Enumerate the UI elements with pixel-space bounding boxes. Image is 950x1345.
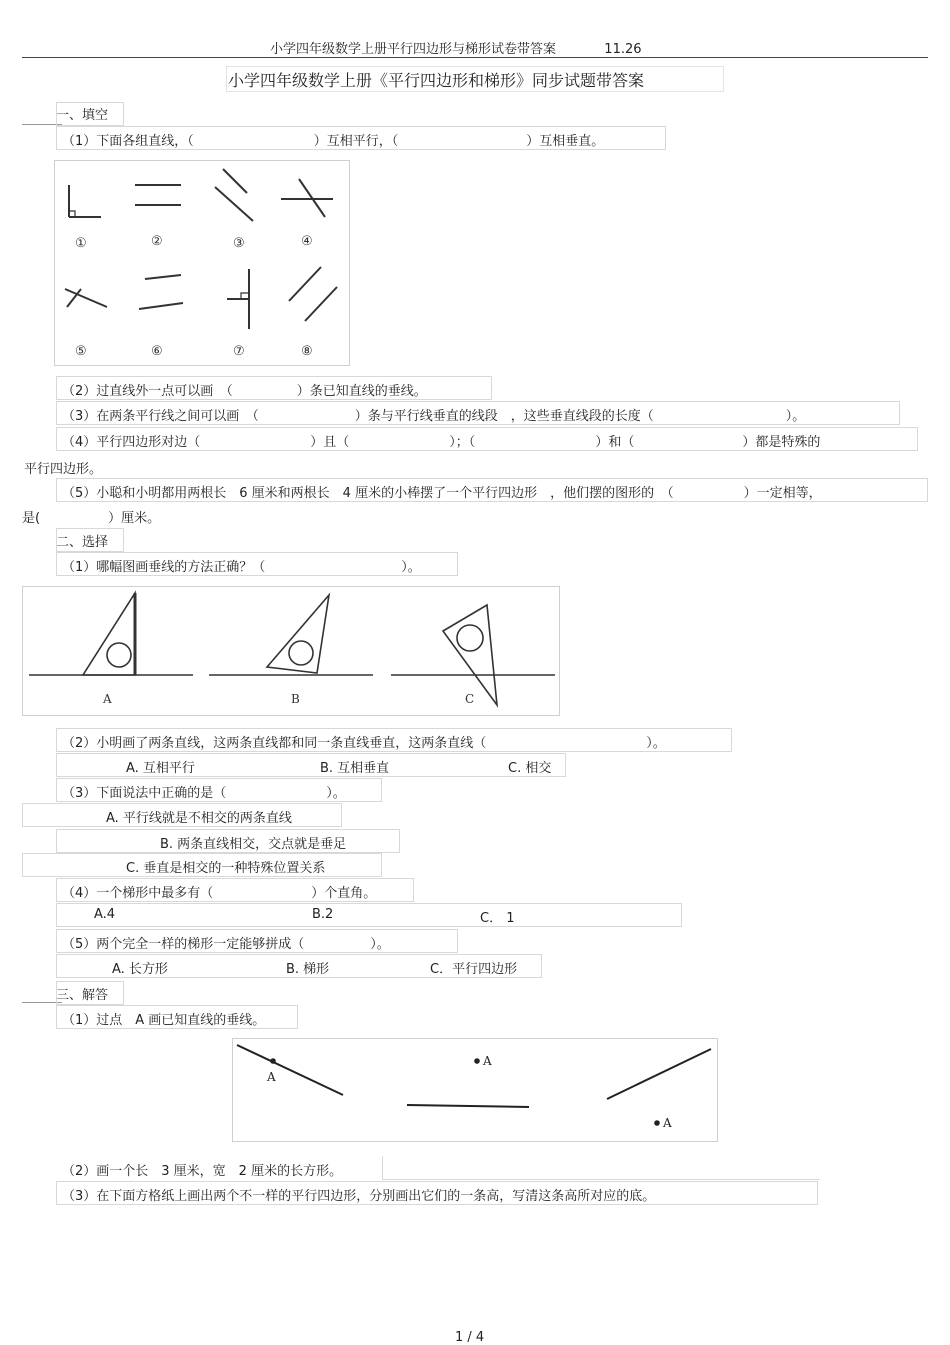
s2-q4-frame	[56, 878, 414, 902]
fig-label-C: C	[465, 692, 475, 706]
s2-q4-option-a: A.4	[94, 907, 116, 922]
running-header	[270, 38, 642, 57]
s2-q2-option-c: C. 相交	[508, 761, 552, 776]
s2-q3-option-c-frame	[22, 853, 382, 877]
fig-label-8: ⑧	[301, 344, 313, 359]
s1-q1-text: （1）下面各组直线，（	[62, 134, 194, 149]
s1-q5-cont	[22, 507, 160, 526]
lines-figure	[54, 160, 350, 366]
fig-label-7: ⑦	[233, 344, 245, 359]
s1-q4-cont: 平行四边形。	[24, 462, 103, 477]
s1-q5-text2: ）一定相等，	[743, 486, 822, 501]
s1-q4-text3: ）；（	[449, 435, 476, 450]
s2-q3-frame	[56, 778, 382, 802]
s2-q4-text2: ）个直角。	[311, 886, 377, 901]
title-frame	[226, 66, 724, 92]
s2-q5-option-b: B. 梯形	[286, 962, 330, 977]
perpendicular-figure	[232, 1038, 718, 1142]
s2-q2-options-frame	[56, 753, 566, 777]
s2-q1-frame	[56, 552, 458, 576]
s1-q3-frame	[56, 401, 900, 425]
set-square-svg	[23, 587, 559, 715]
s2-q4-text: （4）一个梯形中最多有（	[62, 886, 214, 901]
lines-figure-svg	[55, 161, 349, 365]
fig-label-5: ⑤	[75, 344, 87, 359]
s2-q1-text2: ）。	[401, 560, 421, 575]
section1-frame	[56, 102, 124, 126]
s2-q4-option-c: C． 1	[480, 911, 515, 926]
header-rule	[22, 57, 928, 58]
fig-label-6: ⑥	[151, 344, 163, 359]
s1-q1-text2: ）互相平行，（	[313, 134, 399, 149]
s1-q4-text5: ）都是特殊的	[742, 435, 821, 450]
s2-q4-option-b: B.2	[312, 907, 334, 922]
s2-q3-option-b: B. 两条直线相交，交点就是垂足	[160, 837, 347, 852]
s3-q2-frame	[382, 1156, 820, 1180]
s1-q5-text3: 是(	[22, 511, 41, 526]
doc-title: 小学四年级数学上册《平行四边形和梯形》同步试题带答案	[228, 71, 645, 90]
section3-frame	[56, 981, 124, 1005]
header-date: 11.26	[604, 42, 642, 57]
s2-q3-text2: ）。	[326, 786, 346, 801]
s2-q5-text2: ）。	[370, 937, 390, 952]
s1-q3-text: （3）在两条平行线之间可以画 （	[62, 409, 259, 424]
fig-label-3: ③	[233, 236, 245, 251]
s3-q1: （1）过点 A 画已知直线的垂线。	[62, 1013, 266, 1028]
fig-label-A: A	[103, 692, 112, 706]
s3-q3: （3）在下面方格纸上画出两个不一样的平行四边形，分别画出它们的一条高，写清这条高所对应的底。	[62, 1189, 656, 1204]
s3-q3-frame	[56, 1181, 818, 1205]
s3-q2: （2）画一个长 3 厘米，宽 2 厘米的长方形。	[62, 1164, 343, 1179]
s1-q3-text3: ）。	[785, 409, 806, 424]
s1-q4-text: （4）平行四边形对边（	[62, 435, 201, 450]
s2-q5-option-c: C．平行四边形	[430, 962, 518, 977]
s2-q2-text: （2）小明画了两条直线，这两条直线都和同一条直线垂直，这两条直线（	[62, 736, 487, 751]
s1-q1-frame	[56, 126, 666, 150]
s2-q5-text: （5）两个完全一样的梯形一定能够拼成（	[62, 937, 305, 952]
point-label-2: A	[483, 1054, 492, 1068]
s2-q2-option-b: B. 互相垂直	[320, 761, 390, 776]
fig-label-4: ④	[301, 234, 313, 249]
running-title: 小学四年级数学上册平行四边形与梯形试卷带答案	[270, 42, 557, 57]
point-label-1: A	[267, 1070, 276, 1084]
s1-q5-text: （5）小聪和小明都用两根长 6 厘米和两根长 4 厘米的小棒摆了一个平行四边形 ，他们摆的图形的 （	[62, 486, 674, 501]
section3-heading: 三、解答	[56, 988, 109, 1003]
s2-q2-text2: ）。	[646, 736, 666, 751]
s2-q3-option-a-frame	[22, 803, 342, 827]
set-square-figure	[22, 586, 560, 716]
s2-q1-text: （1）哪幅图画垂线的方法正确？（	[62, 560, 266, 575]
s1-q3-text2: ）条与平行线垂直的线段 ，这些垂直线段的长度（	[354, 409, 654, 424]
s2-q5-frame	[56, 929, 458, 953]
s2-q2-option-a: A. 互相平行	[126, 761, 195, 776]
s2-q5-option-a: A. 长方形	[112, 962, 168, 977]
section1-heading: 一、填空	[56, 108, 109, 123]
s1-q2-frame	[56, 376, 492, 400]
s2-q5-options-frame	[56, 954, 542, 978]
s2-q3-option-a: A. 平行线就是不相交的两条直线	[106, 811, 292, 826]
page-number: 1 / 4	[455, 1330, 485, 1345]
s2-q3-option-c: C. 垂直是相交的一种特殊位置关系	[126, 861, 326, 876]
s2-q3-option-b-frame	[56, 829, 400, 853]
s1-q4-text4: ）和（	[595, 435, 635, 450]
s3-q1-frame	[56, 1005, 298, 1029]
fig-label-2: ②	[151, 234, 163, 249]
point-label-3: A	[663, 1116, 672, 1130]
section2-heading: 二、选择	[56, 535, 109, 550]
fig-label-B: B	[291, 692, 300, 706]
s1-q4-frame	[56, 427, 918, 451]
s1-q1-text3: ）互相垂直。	[526, 134, 605, 149]
s1-q2-text: （2）过直线外一点可以画 （	[62, 384, 233, 399]
s1-q5-frame	[56, 478, 928, 502]
perpendicular-svg	[233, 1039, 717, 1141]
s2-q2-frame	[56, 728, 732, 752]
s2-q4-options-frame	[56, 903, 682, 927]
fig-label-1: ①	[75, 236, 87, 251]
s1-q4-text2: ）且（	[310, 435, 350, 450]
s2-q3-text: （3）下面说法中正确的是（	[62, 786, 227, 801]
s1-q2-text2: ）条已知直线的垂线。	[296, 384, 427, 399]
section2-frame	[56, 528, 124, 552]
s1-q5-text4: ）厘米。	[108, 511, 161, 526]
